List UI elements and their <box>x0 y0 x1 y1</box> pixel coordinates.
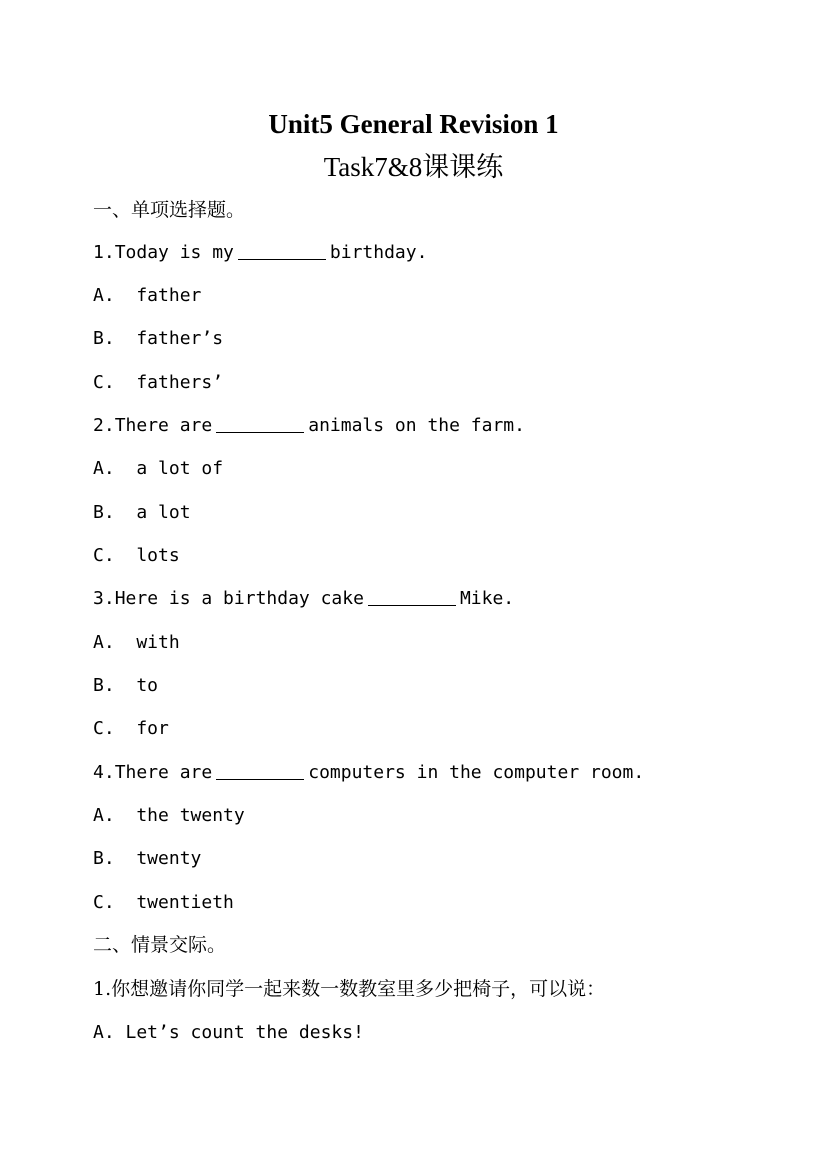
question-1-option-b: B. father’s <box>93 328 224 349</box>
situation-question-1: 1.你想邀请你同学一起来数一数教室里多少把椅子，可以说： <box>93 978 606 1000</box>
question-text-before: There are <box>114 762 213 783</box>
question-4 <box>93 760 644 786</box>
question-3-option-b: B. to <box>93 675 159 696</box>
question-1-option-a: A. father <box>93 285 202 306</box>
question-text-before: Here is a birthday cake <box>114 588 364 609</box>
situation-question-1-option-a: A. Let’s count the desks! <box>93 1022 364 1043</box>
worksheet-subtitle: Task7&8课课练 <box>323 152 504 182</box>
section-2-heading: 二、情景交际。 <box>93 934 227 956</box>
question-4-option-c: C. twentieth <box>93 892 234 913</box>
question-3-option-c: C. for <box>93 718 169 739</box>
section-1-heading: 一、单项选择题。 <box>93 199 246 221</box>
question-2-option-b: B. a lot <box>93 502 191 523</box>
question-2 <box>93 413 525 439</box>
question-text-before: Today is my <box>114 242 234 263</box>
answer-blank <box>216 414 304 433</box>
question-4-option-b: B. twenty <box>93 848 202 869</box>
question-2-option-a: A. a lot of <box>93 458 224 479</box>
question-text-before: There are <box>114 415 213 436</box>
question-3-option-a: A. with <box>93 632 180 653</box>
question-text-after: Mike. <box>459 588 515 609</box>
question-number: 2. <box>93 415 115 436</box>
question-number: 4. <box>93 762 115 783</box>
worksheet-title: Unit5 General Revision 1 <box>268 109 559 139</box>
question-1 <box>93 240 427 266</box>
question-1-option-c: C. fathers’ <box>93 372 224 393</box>
question-number: 3. <box>93 588 115 609</box>
question-text-after: birthday. <box>329 242 428 263</box>
question-2-option-c: C. lots <box>93 545 180 566</box>
answer-blank <box>368 587 456 606</box>
question-text-after: animals on the farm. <box>308 415 525 436</box>
answer-blank <box>238 241 326 260</box>
answer-blank <box>216 761 304 780</box>
question-4-option-a: A. the twenty <box>93 805 245 826</box>
question-text-after: computers in the computer room. <box>308 762 645 783</box>
question-3 <box>93 586 514 612</box>
question-number: 1. <box>93 242 115 263</box>
